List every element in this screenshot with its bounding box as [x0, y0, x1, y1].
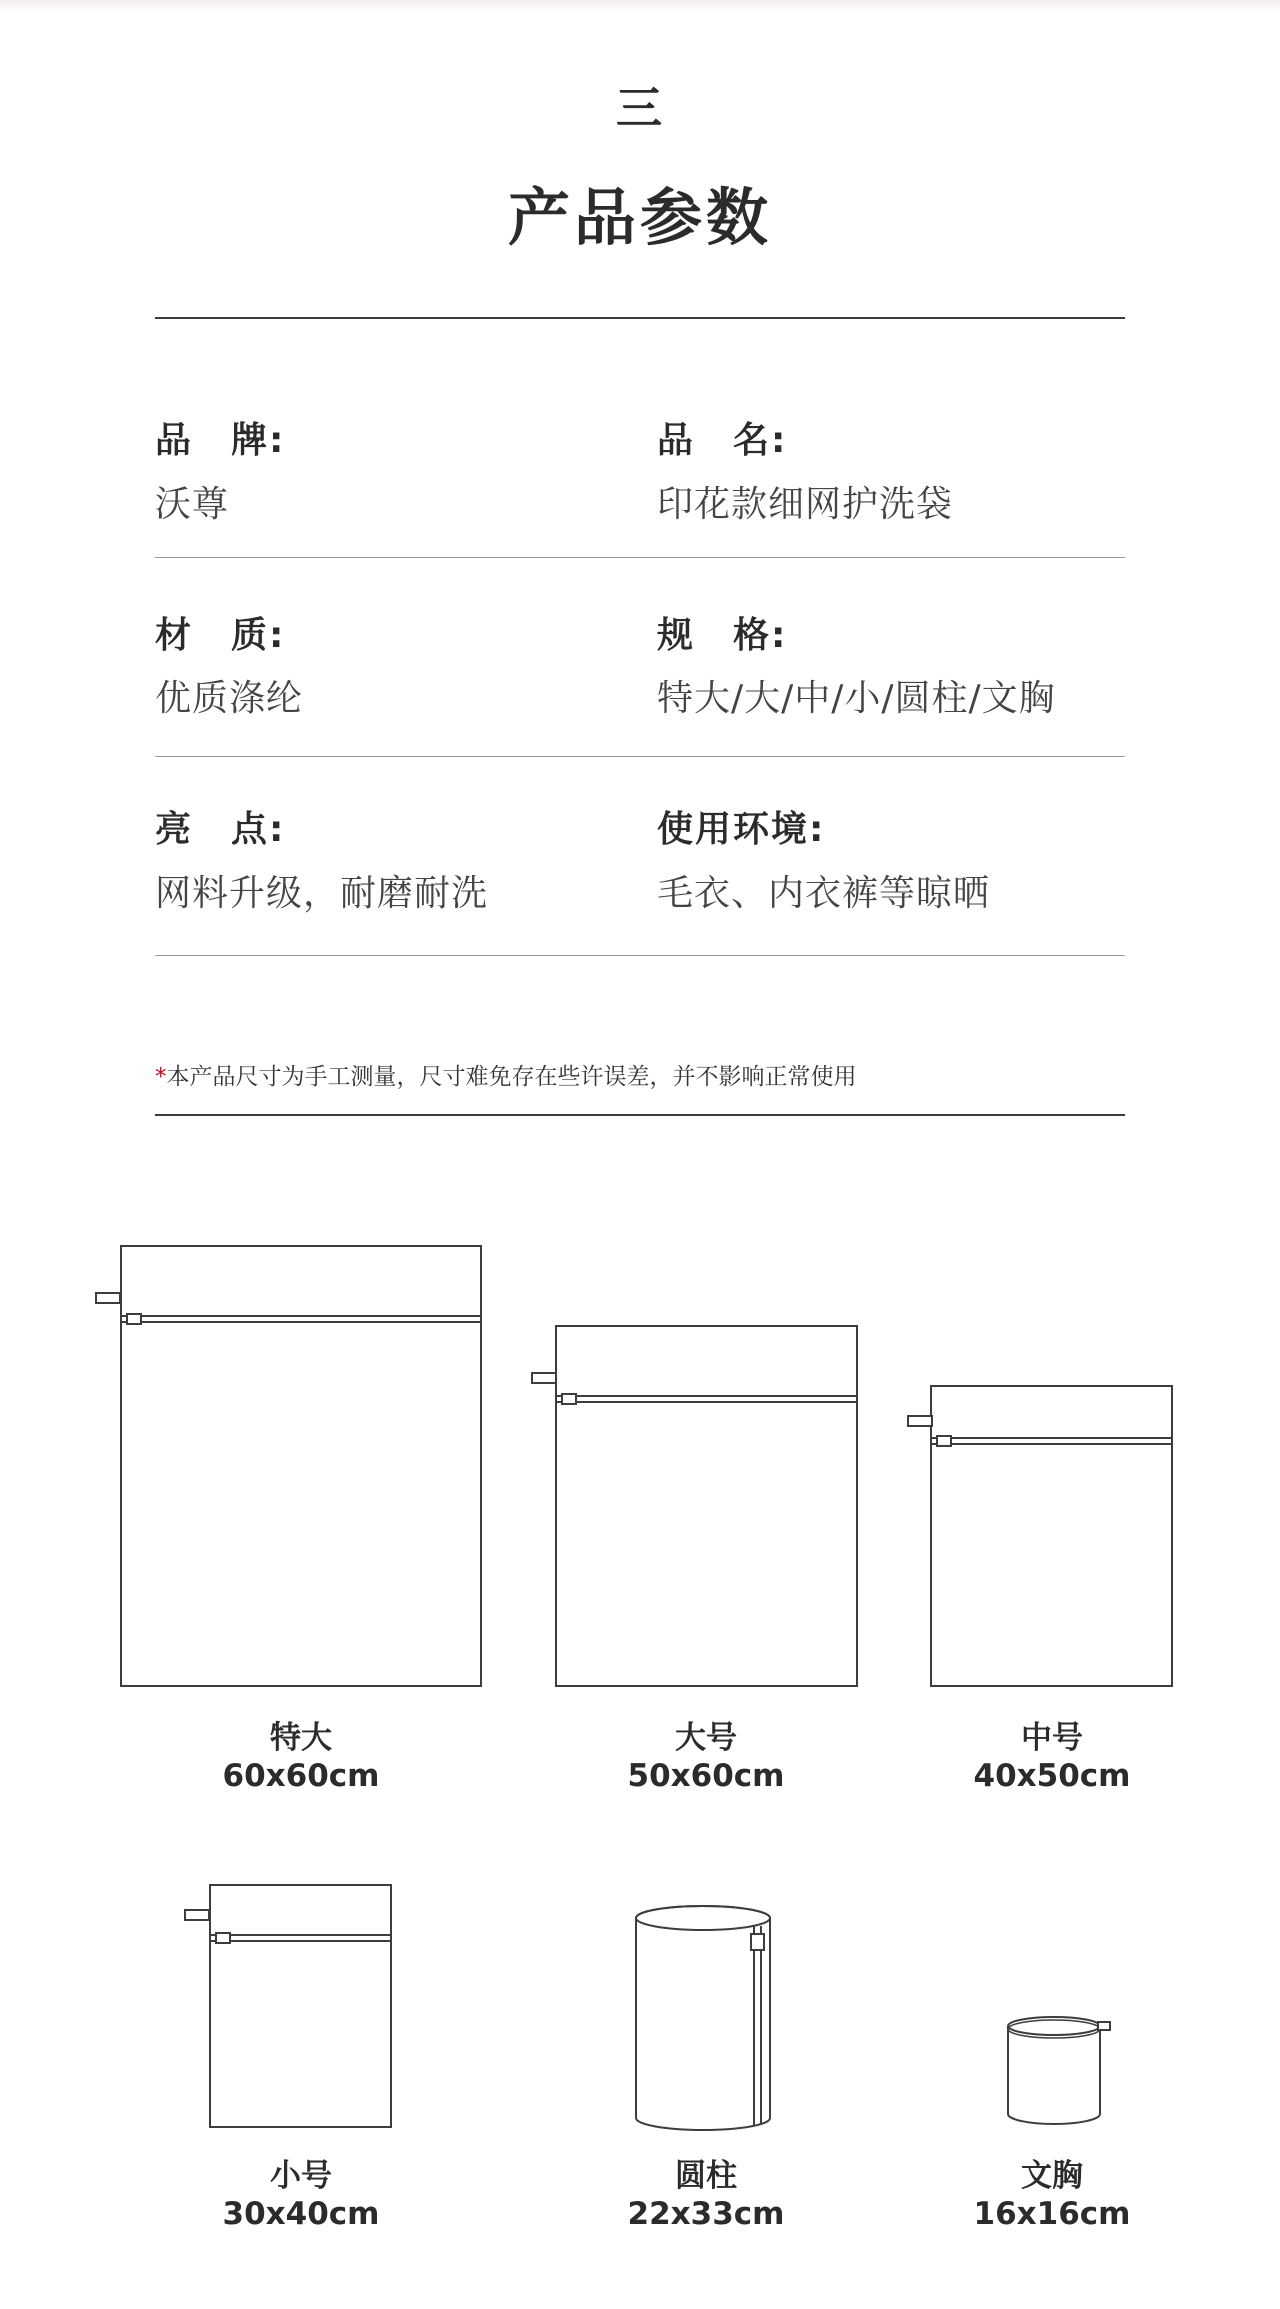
row-divider — [155, 756, 1125, 757]
note-asterisk: * — [155, 1064, 167, 1090]
zipper-line — [211, 1934, 390, 1942]
bag-medium-illustration — [930, 1385, 1173, 1687]
product-name-label: 品 名: — [657, 420, 788, 461]
brand-label: 品 牌: — [155, 420, 286, 461]
page-title: 产品参数 — [507, 181, 772, 254]
product-name-value: 印花款细网护洗袋 — [657, 484, 954, 525]
size-dim-medium: 40x50cm — [973, 1758, 1131, 1794]
row-divider — [155, 955, 1125, 956]
size-dim-large: 50x60cm — [627, 1758, 785, 1794]
size-name-extra-large: 特大 — [270, 1720, 332, 1756]
size-dim-extra-large: 60x60cm — [222, 1758, 380, 1794]
size-dim-cylinder: 22x33cm — [627, 2196, 785, 2232]
size-name-cylinder: 圆柱 — [675, 2158, 737, 2194]
material-label: 材 质: — [155, 615, 286, 656]
size-name-small: 小号 — [270, 2158, 332, 2194]
brand-value: 沃尊 — [155, 484, 230, 525]
zipper-line — [557, 1395, 856, 1403]
zipper-head — [215, 1932, 231, 1944]
bag-cylinder-illustration — [630, 1900, 780, 2140]
highlight-value: 网料升级，耐磨耐洗 — [155, 873, 489, 914]
size-name-medium: 中号 — [1021, 1720, 1083, 1756]
material-value: 优质涤纶 — [155, 678, 304, 719]
row-divider — [155, 557, 1125, 558]
bag-bra-illustration — [1000, 2012, 1120, 2132]
size-name-large: 大号 — [675, 1720, 737, 1756]
size-dim-bra: 16x16cm — [973, 2196, 1131, 2232]
section-number: 三 — [616, 81, 664, 135]
zipper-pull-tab — [184, 1909, 210, 1921]
bag-small-illustration — [209, 1884, 392, 2128]
usage-label: 使用环境: — [657, 809, 826, 850]
usage-value: 毛衣、内衣裤等晾晒 — [657, 873, 991, 914]
highlight-label: 亮 点: — [155, 809, 286, 850]
title-divider — [155, 317, 1125, 319]
spec-value: 特大/大/中/小/圆柱/文胸 — [657, 678, 1056, 719]
measurement-note — [155, 1058, 857, 1091]
zipper-pull-tab — [95, 1292, 121, 1304]
zipper-head — [936, 1435, 952, 1447]
zipper-head — [561, 1393, 577, 1405]
zipper-line — [932, 1437, 1171, 1445]
zipper-head — [126, 1313, 142, 1325]
zipper-line — [122, 1315, 480, 1323]
size-name-bra: 文胸 — [1021, 2158, 1083, 2194]
bag-extra-large-illustration — [120, 1245, 482, 1687]
note-text: 本产品尺寸为手工测量，尺寸难免存在些许误差，并不影响正常使用 — [166, 1064, 857, 1090]
note-divider — [155, 1114, 1125, 1116]
size-dim-small: 30x40cm — [222, 2196, 380, 2232]
spec-label: 规 格: — [657, 615, 788, 656]
top-gradient-bar — [0, 0, 1280, 14]
zipper-pull-tab — [907, 1415, 933, 1427]
bag-large-illustration — [555, 1325, 858, 1687]
zipper-pull-tab — [531, 1372, 557, 1384]
